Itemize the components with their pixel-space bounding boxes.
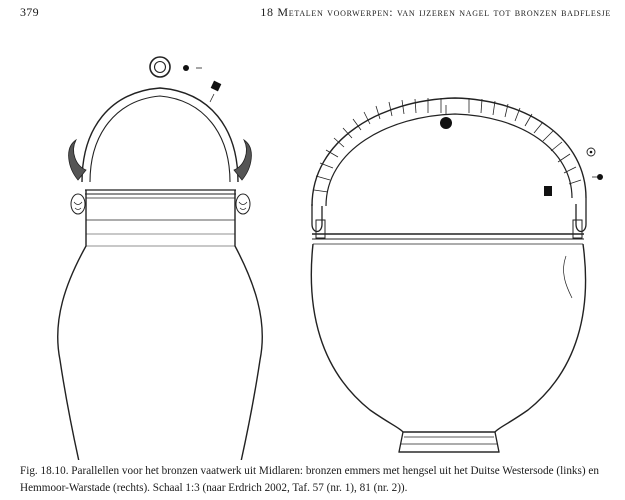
figure-drawing xyxy=(0,20,625,460)
left-section-marks xyxy=(183,65,221,102)
figure-caption: Fig. 18.10. Parallellen voor het bronzen vaatwerk uit Midlaren: bronzen emmers met hengsel uit het Duitse Westersode (links) en Hemmoor-Warstade (rechts). Schaal 1:3 (naar Erdrich 2002, Taf. 57 (nr. 1), 81 (nr. 2)). xyxy=(20,465,599,494)
left-head-attachment-right xyxy=(236,194,250,214)
left-suspension-ring xyxy=(150,57,170,77)
right-handle-hook-left xyxy=(312,204,322,232)
left-bucket-drawing xyxy=(58,57,263,460)
page-number: 379 xyxy=(20,5,39,19)
right-bucket-drawing xyxy=(311,98,586,452)
right-section-marks xyxy=(440,105,603,196)
left-bucket-body xyxy=(58,190,263,460)
running-head: 18 Metalen voorwerpen: van ijzeren nagel tot bronzen badflesje xyxy=(260,5,611,19)
right-bucket-body xyxy=(311,244,585,432)
left-head-attachment-left xyxy=(71,194,85,214)
left-handle xyxy=(82,88,238,182)
right-bucket-foot xyxy=(399,432,499,452)
right-handle-hook-right xyxy=(576,198,586,232)
